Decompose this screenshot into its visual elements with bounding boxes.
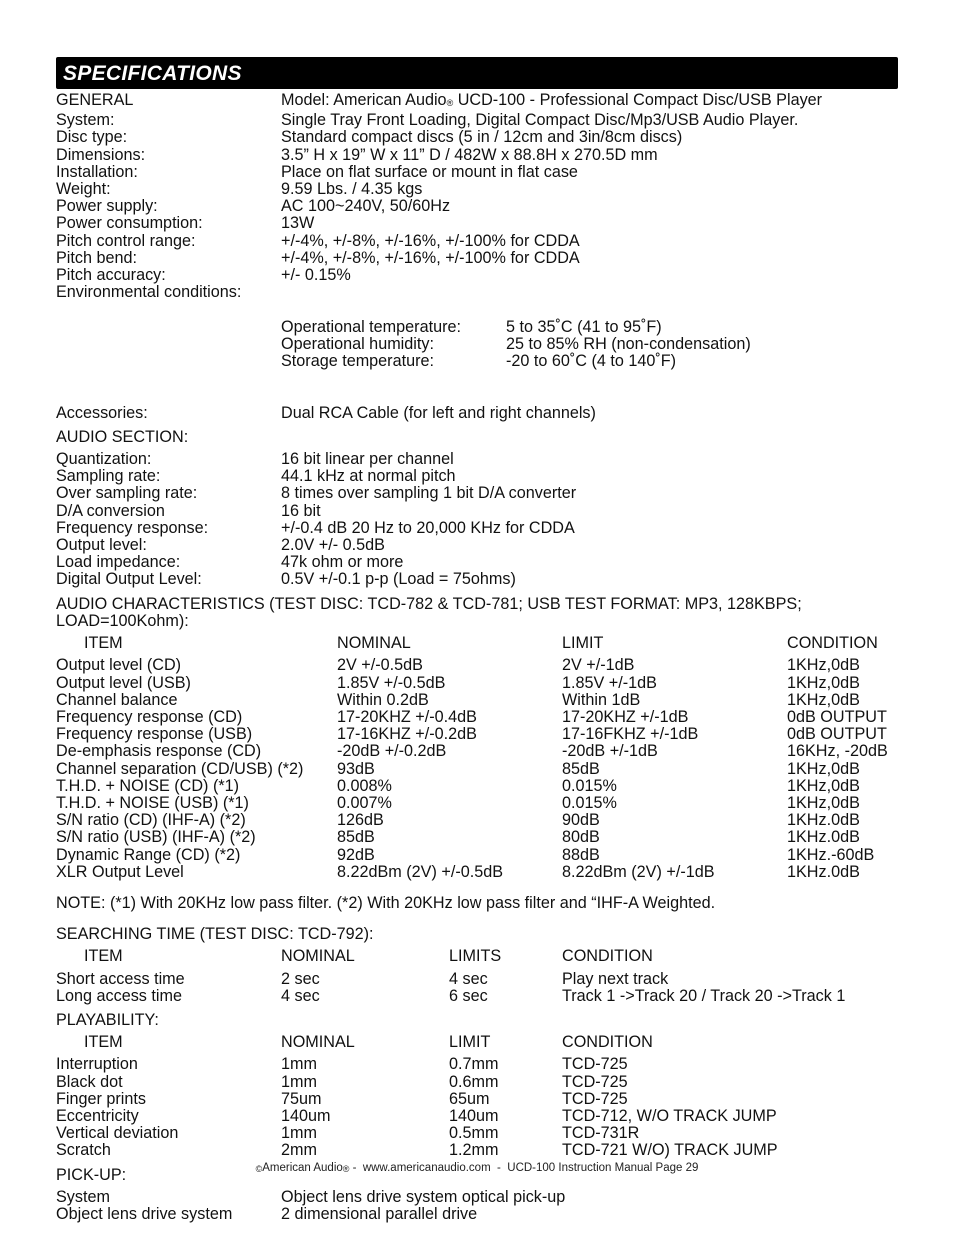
audio-characteristics-rows: [56, 657, 898, 881]
cell-item: S/N ratio (USB) (IHF-A) (*2): [56, 828, 256, 847]
pickup-row: [56, 1206, 898, 1223]
spec-row-label: Power supply:: [56, 197, 158, 216]
cell-item: De-emphasis response (CD): [56, 742, 262, 761]
spec-row: [56, 164, 898, 181]
cell-limit: 4 sec: [449, 969, 488, 988]
column-header-condition: CONDITION: [562, 1033, 653, 1052]
cell-item: Vertical deviation: [56, 1124, 179, 1143]
cell-nominal: 92dB: [337, 845, 375, 864]
cell-limit: 17-20KHZ +/-1dB: [562, 707, 689, 726]
cell-item: Output level (USB): [56, 673, 191, 692]
audio-characteristics-header-row: [56, 635, 898, 652]
column-header-nominal: NOMINAL: [281, 1033, 355, 1052]
spec-row: [56, 112, 898, 129]
cell-condition: Track 1 ->Track 20 / Track 20 ->Track 1: [562, 986, 846, 1005]
column-header-nominal: NOMINAL: [337, 634, 411, 653]
cell-nominal: 85dB: [337, 828, 375, 847]
pickup-heading: PICK-UP:: [56, 1165, 127, 1184]
spec-row: [56, 181, 898, 198]
cell-condition: TCD-712, W/O TRACK JUMP: [562, 1106, 777, 1125]
general-heading: GENERAL: [56, 91, 134, 109]
audio-spec-row-label: Frequency response:: [56, 518, 209, 537]
environmental-sub-value: 25 to 85% RH (non-condensation): [506, 334, 751, 353]
table-row: [56, 812, 898, 829]
cell-condition: 1KHz.-60dB: [787, 845, 875, 864]
spec-row: [56, 233, 898, 250]
cell-item: XLR Output Level: [56, 862, 184, 881]
cell-condition: 1KHz,0dB: [787, 656, 860, 675]
audio-spec-row-value: +/-0.4 dB 20 Hz to 20,000 KHz for CDDA: [281, 518, 575, 537]
audio-spec-row-label: Output level:: [56, 536, 147, 555]
environmental-sub-value: -20 to 60˚C (4 to 140˚F): [506, 352, 677, 371]
cell-limit: 140um: [449, 1106, 499, 1125]
spec-row-value: Standard compact discs (5 in / 12cm and 3in/8cm discs): [281, 128, 683, 147]
audio-spec-row-value: 8 times over sampling 1 bit D/A converter: [281, 484, 577, 503]
page-title: SPECIFICATIONS: [63, 62, 242, 85]
audio-spec-row-label: Sampling rate:: [56, 467, 161, 486]
audio-spec-row: [56, 554, 898, 571]
cell-nominal: 93dB: [337, 759, 375, 778]
table-row: [56, 864, 898, 881]
column-header-condition: CONDITION: [787, 634, 878, 653]
table-row: [56, 847, 898, 864]
cell-nominal: 2 sec: [281, 969, 320, 988]
table-row: [56, 761, 898, 778]
specifications-header-bar: [56, 57, 898, 89]
table-row: [56, 1091, 898, 1108]
playability-heading: PLAYABILITY:: [56, 1010, 159, 1029]
spec-row-label: Pitch control range:: [56, 231, 196, 250]
spec-row: [56, 198, 898, 215]
cell-nominal: 2V +/-0.5dB: [337, 656, 423, 675]
model-value: Model: American Audio® UCD-100 - Professional Compact Disc/USB Player: [281, 91, 823, 109]
accessories-row: [56, 405, 898, 422]
spec-row-value: 13W: [281, 214, 315, 233]
cell-nominal: 0.008%: [337, 776, 392, 795]
cell-item: Channel separation (CD/USB) (*2): [56, 759, 304, 778]
audio-spec-row-label: Digital Output Level:: [56, 570, 202, 589]
cell-item: T.H.D. + NOISE (CD) (*1): [56, 776, 240, 795]
environmental-label: Environmental conditions:: [56, 283, 242, 302]
pickup-row-label: System: [56, 1187, 110, 1206]
cell-condition: 16KHz, -20dB: [787, 742, 888, 761]
cell-condition: 1KHz,0dB: [787, 793, 860, 812]
cell-nominal: 140um: [281, 1106, 331, 1125]
cell-condition: 1KHz,0dB: [787, 673, 860, 692]
cell-limit: 0.6mm: [449, 1072, 499, 1091]
cell-item: Interruption: [56, 1055, 138, 1074]
environmental-row: [56, 284, 898, 404]
table-row: [56, 657, 898, 674]
column-header-nominal: NOMINAL: [281, 947, 355, 966]
table-row: [56, 709, 898, 726]
cell-nominal: -20dB +/-0.2dB: [337, 742, 447, 761]
cell-condition: TCD-725: [562, 1072, 628, 1091]
pickup-rows: [56, 1189, 898, 1223]
cell-limit: 0.015%: [562, 793, 617, 812]
audio-spec-row-label: D/A conversion: [56, 501, 165, 520]
spec-row-value: +/- 0.15%: [281, 266, 351, 285]
table-row: [56, 1108, 898, 1125]
spec-row: [56, 267, 898, 284]
audio-spec-row-value: 47k ohm or more: [281, 553, 404, 572]
cell-limit: 85dB: [562, 759, 600, 778]
cell-limit: 1.85V +/-1dB: [562, 673, 657, 692]
table-row: [56, 1056, 898, 1073]
cell-condition: 0dB OUTPUT: [787, 707, 887, 726]
cell-item: Channel balance: [56, 690, 178, 709]
environmental-values: [281, 319, 898, 371]
table-row: [56, 743, 898, 760]
searching-time-header-row: [56, 948, 898, 965]
playability-rows: [56, 1056, 898, 1159]
spec-row-value: Place on flat surface or mount in flat case: [281, 162, 578, 181]
table-row: [56, 988, 898, 1005]
cell-condition: 1KHz.0dB: [787, 811, 860, 830]
spec-row-label: Disc type:: [56, 128, 128, 147]
spec-row-value: Single Tray Front Loading, Digital Compact Disc/Mp3/USB Audio Player.: [281, 111, 799, 130]
column-header-item: ITEM: [84, 1033, 123, 1052]
table-row: [56, 778, 898, 795]
spec-content: [56, 92, 898, 1223]
cell-nominal: 4 sec: [281, 986, 320, 1005]
audio-spec-row: [56, 503, 898, 520]
general-model-row: [56, 92, 898, 112]
audio-spec-row-label: Load impedance:: [56, 553, 181, 572]
spec-row-label: Pitch bend:: [56, 248, 137, 267]
cell-limit: 0.5mm: [449, 1124, 499, 1143]
cell-limit: 8.22dBm (2V) +/-1dB: [562, 862, 715, 881]
cell-limit: 80dB: [562, 828, 600, 847]
audio-spec-row-value: 0.5V +/-0.1 p-p (Load = 75ohms): [281, 570, 516, 589]
column-header-limit: LIMIT: [562, 634, 604, 653]
searching-time-heading: SEARCHING TIME (TEST DISC: TCD-792):: [56, 925, 374, 944]
cell-limit: -20dB +/-1dB: [562, 742, 658, 761]
pickup-row-value: Object lens drive system optical pick-up: [281, 1187, 566, 1206]
environmental-sub-label: Operational temperature:: [281, 317, 461, 336]
table-row: [56, 726, 898, 743]
spec-row-label: Dimensions:: [56, 145, 146, 164]
cell-limit: 0.7mm: [449, 1055, 499, 1074]
cell-nominal: 75um: [281, 1089, 322, 1108]
table-row: [56, 675, 898, 692]
table-row: [56, 692, 898, 709]
spec-row-value: +/-4%, +/-8%, +/-16%, +/-100% for CDDA: [281, 248, 580, 267]
spec-row-value: +/-4%, +/-8%, +/-16%, +/-100% for CDDA: [281, 231, 580, 250]
audio-spec-row: [56, 571, 898, 588]
cell-item: Long access time: [56, 986, 182, 1005]
column-header-limit: LIMIT: [449, 1033, 491, 1052]
audio-spec-row: [56, 485, 898, 502]
cell-limit: 1.2mm: [449, 1141, 499, 1160]
cell-item: Eccentricity: [56, 1106, 139, 1125]
cell-nominal: 1.85V +/-0.5dB: [337, 673, 446, 692]
cell-item: Output level (CD): [56, 656, 182, 675]
audio-spec-row-label: Quantization:: [56, 450, 152, 469]
cell-condition: TCD-721 W/O) TRACK JUMP: [562, 1141, 778, 1160]
cell-nominal: Within 0.2dB: [337, 690, 429, 709]
cell-item: Black dot: [56, 1072, 123, 1091]
cell-item: Frequency response (USB): [56, 725, 253, 744]
column-header-limits: LIMITS: [449, 947, 502, 966]
spec-row-value: 3.5” H x 19” W x 11” D / 482W x 88.8H x 270.5D mm: [281, 145, 658, 164]
page-footer: ©American Audio® - www.americanaudio.com - UCD-100 Instruction Manual Page 29: [255, 1162, 699, 1174]
table-row: [56, 971, 898, 988]
spec-row-label: Installation:: [56, 162, 138, 181]
spec-row-label: Weight:: [56, 180, 111, 199]
cell-nominal: 1mm: [281, 1124, 317, 1143]
cell-nominal: 17-16KHZ +/-0.2dB: [337, 725, 477, 744]
audio-spec-row: [56, 451, 898, 468]
cell-nominal: 1mm: [281, 1072, 317, 1091]
environmental-sub-label: Storage temperature:: [281, 352, 434, 371]
spec-row-label: Power consumption:: [56, 214, 203, 233]
table-row: [56, 1074, 898, 1091]
cell-limit: 65um: [449, 1089, 490, 1108]
spec-row: [56, 129, 898, 146]
cell-limit: 6 sec: [449, 986, 488, 1005]
cell-nominal: 8.22dBm (2V) +/-0.5dB: [337, 862, 504, 881]
audio-spec-row-value: 44.1 kHz at normal pitch: [281, 467, 456, 486]
cell-limit: 2V +/-1dB: [562, 656, 635, 675]
cell-condition: 1KHz,0dB: [787, 776, 860, 795]
environmental-sub-label: Operational humidity:: [281, 334, 434, 353]
cell-condition: 0dB OUTPUT: [787, 725, 887, 744]
cell-nominal: 17-20KHZ +/-0.4dB: [337, 707, 477, 726]
cell-condition: 1KHz,0dB: [787, 690, 860, 709]
audio-section-rows: [56, 451, 898, 589]
cell-limit: 90dB: [562, 811, 600, 830]
spec-row: [56, 215, 898, 232]
cell-condition: 1KHz,0dB: [787, 759, 860, 778]
column-header-condition: CONDITION: [562, 947, 653, 966]
cell-limit: 0.015%: [562, 776, 617, 795]
spec-row-value: AC 100~240V, 50/60Hz: [281, 197, 451, 216]
spec-row: [56, 250, 898, 267]
audio-spec-row: [56, 537, 898, 554]
audio-spec-row-label: Over sampling rate:: [56, 484, 198, 503]
cell-limit: 17-16FKHZ +/-1dB: [562, 725, 699, 744]
cell-item: Short access time: [56, 969, 185, 988]
table-row: [56, 1142, 898, 1159]
spec-row-value: 9.59 Lbs. / 4.35 kgs: [281, 180, 423, 199]
cell-nominal: 2mm: [281, 1141, 317, 1160]
cell-condition: TCD-725: [562, 1055, 628, 1074]
spec-row-label: System:: [56, 111, 115, 130]
cell-condition: TCD-731R: [562, 1124, 640, 1143]
cell-item: Frequency response (CD): [56, 707, 243, 726]
pickup-row-label: Object lens drive system: [56, 1204, 233, 1223]
cell-condition: 1KHz.0dB: [787, 828, 860, 847]
cell-condition: Play next track: [562, 969, 669, 988]
column-header-item: ITEM: [84, 634, 123, 653]
general-rows: [56, 112, 898, 284]
cell-item: Dynamic Range (CD) (*2): [56, 845, 241, 864]
accessories-value: Dual RCA Cable (for left and right channels): [281, 403, 596, 422]
cell-item: T.H.D. + NOISE (USB) (*1): [56, 793, 249, 812]
note-text: NOTE: (*1) With 20KHz low pass filter. (*2) With 20KHz low pass filter and “IHF-A Weighted.: [56, 893, 716, 912]
audio-spec-row-value: 16 bit: [281, 501, 321, 520]
audio-section-heading: AUDIO SECTION:: [56, 427, 189, 446]
pickup-row: [56, 1189, 898, 1206]
cell-condition: 1KHz.0dB: [787, 862, 860, 881]
spec-row-label: Pitch accuracy:: [56, 266, 166, 285]
cell-item: Finger prints: [56, 1089, 146, 1108]
cell-condition: TCD-725: [562, 1089, 628, 1108]
audio-spec-row: [56, 520, 898, 537]
cell-limit: 88dB: [562, 845, 600, 864]
audio-spec-row: [56, 468, 898, 485]
accessories-label: Accessories:: [56, 403, 148, 422]
column-header-item: ITEM: [84, 947, 123, 966]
cell-nominal: 0.007%: [337, 793, 392, 812]
searching-time-rows: [56, 971, 898, 1005]
table-row: [56, 829, 898, 846]
cell-limit: Within 1dB: [562, 690, 641, 709]
environmental-sub-row: [281, 319, 898, 336]
environmental-sub-value: 5 to 35˚C (41 to 95˚F): [506, 317, 662, 336]
environmental-sub-row: [281, 353, 898, 370]
pickup-row-value: 2 dimensional parallel drive: [281, 1204, 478, 1223]
cell-item: S/N ratio (CD) (IHF-A) (*2): [56, 811, 246, 830]
playability-header-row: [56, 1034, 898, 1051]
table-row: [56, 795, 898, 812]
spec-row: [56, 147, 898, 164]
environmental-sub-row: [281, 336, 898, 353]
cell-item: Scratch: [56, 1141, 111, 1160]
cell-nominal: 126dB: [337, 811, 384, 830]
audio-spec-row-value: 2.0V +/- 0.5dB: [281, 536, 385, 555]
audio-spec-row-value: 16 bit linear per channel: [281, 450, 454, 469]
table-row: [56, 1125, 898, 1142]
audio-characteristics-heading: AUDIO CHARACTERISTICS (TEST DISC: TCD-782 & TCD-781; USB TEST FORMAT: MP3, 128KBPS; LOAD=100Kohm):: [56, 594, 802, 630]
cell-nominal: 1mm: [281, 1055, 317, 1074]
